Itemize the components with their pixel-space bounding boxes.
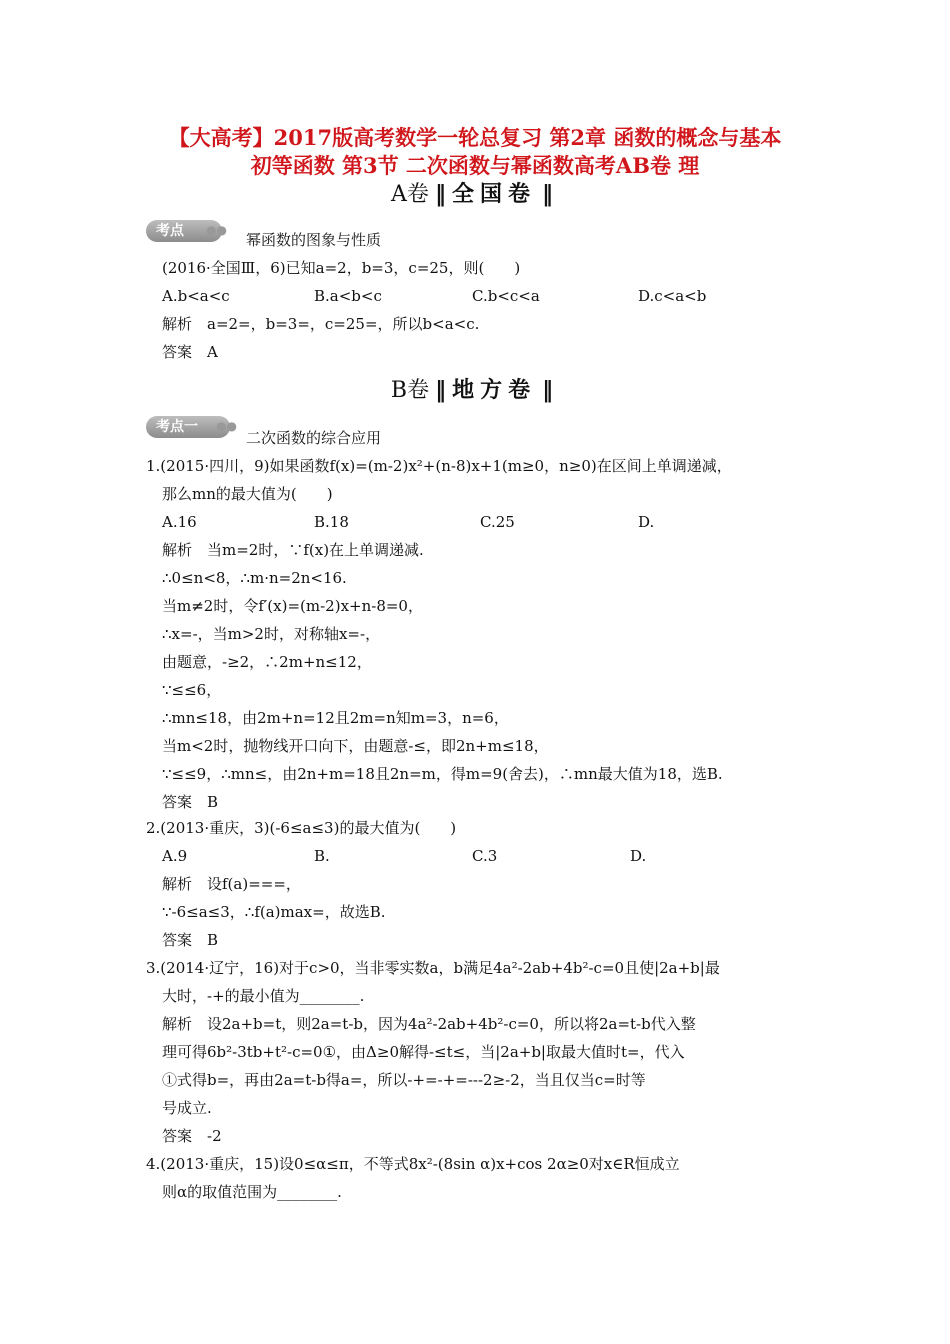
topic-b: 二次函数的综合应用 [246,429,382,447]
section-b-prefix: B卷 [390,378,430,403]
q1-line: ∴0≤n<8，∴m·n=2n<16. [162,569,347,587]
q1-option-c: C.25 [480,513,515,531]
section-a-bar1: ‖ [434,181,446,207]
q1-stem-line1: 1.(2015·四川，9)如果函数f(x)=(m-2)x²+(n-8)x+1(m≥0，n≥0)在区间上单调递减， [146,457,732,475]
q1-line: ∵≤≤6， [162,681,222,699]
q3-line: 号成立. [162,1099,212,1117]
q3-line: 解析 设2a+b=t，则2a=t-b，因为4a²-2ab+4b²-c=0，所以将2a=t-b代入整 [162,1015,696,1033]
q2-option-d: D. [630,847,647,865]
qa-option-a: A.b<a<c [162,287,230,305]
q2-answer: 答案 B [162,931,219,949]
q3-answer: 答案 -2 [162,1127,222,1145]
q2-line: 解析 设f(a)===， [162,875,301,893]
section-a-title [0,180,950,209]
q3-line: ①式得b=，再由2a=t-b得a=，所以-+=-+=---2≥-2，当且仅当c=时等 [162,1071,646,1089]
qa-option-b: B.a<b<c [314,287,382,305]
badge-a-label: 考点 [156,223,184,239]
badge-b-label: 考点一 [156,419,198,435]
section-b-name: 地方卷 [452,377,537,403]
qa-option-c: C.b<c<a [472,287,540,305]
q3-line: 大时，-+的最小值为________. [162,987,365,1005]
q4-line: 4.(2013·重庆，15)设0≤α≤π，不等式8x²-(8sin α)x+cos 2α≥0对x∈R恒成立 [146,1155,680,1173]
q1-line: ∴mn≤18，由2m+n=12且2m=n知m=3，n=6， [162,709,509,727]
badge-a-dots-icon: ●● [206,223,227,237]
q1-line: 当m≠2时，令f′(x)=(m-2)x+n-8=0， [162,597,423,615]
q1-stem-line2: 那么mn的最大值为( ) [162,485,333,503]
qa-analysis: 解析 a=2=，b=3=，c=25=，所以b<a<c. [162,315,480,333]
doc-title-line2: 初等函数 第3节 二次函数与幂函数高考AB卷 理 [250,153,700,178]
q3-line: 理可得6b²-3tb+t²-c=0①，由Δ≥0解得-≤t≤，当|2a+b|取最大值时t=，代入 [162,1043,685,1061]
section-b-bar1: ‖ [435,377,447,403]
q1-line: 解析 当m=2时，∵f(x)在上单调递减. [162,541,424,559]
q2-stem: 2.(2013·重庆，3)(-6≤a≤3)的最大值为( ) [146,819,457,837]
q1-line: ∴x=-，当m>2时，对称轴x=-， [162,625,381,643]
topic-a: 幂函数的图象与性质 [246,231,382,249]
qa-answer: 答案 A [162,343,218,361]
q1-option-d: D. [638,513,655,531]
section-b-title [0,376,950,405]
q1-line: 由题意，-≥2，∴2m+n≤12， [162,653,372,671]
section-a-bar2: ‖ [541,181,553,207]
section-b-bar2: ‖ [542,377,554,403]
q1-answer: 答案 B [162,793,219,811]
q1-line: ∵≤≤9，∴mn≤，由2n+m=18且2n=m，得m=9(舍去)，∴mn最大值为18，选B. [162,765,723,783]
q1-option-a: A.16 [162,513,197,531]
q3-line: 3.(2014·辽宁，16)对于c>0，当非零实数a，b满足4a²-2ab+4b²-c=0且使|2a+b|最 [146,959,720,977]
q1-line: 当m<2时，抛物线开口向下，由题意-≤，即2n+m≤18， [162,737,549,755]
q2-option-a: A.9 [162,847,188,865]
q1-option-b: B.18 [314,513,349,531]
qa-option-d: D.c<a<b [638,287,707,305]
q4-line: 则α的取值范围为________. [162,1183,342,1201]
qa-stem: (2016·全国Ⅲ，6)已知a=2，b=3，c=25，则( ) [162,259,521,277]
q2-option-b: B. [314,847,330,865]
q2-line: ∵-6≤a≤3，∴f(a)max=，故选B. [162,903,386,921]
section-a-name: 全国卷 [451,181,536,207]
badge-b-dots-icon: ●● [216,419,237,433]
q2-option-c: C.3 [472,847,498,865]
doc-title-line1: 【大高考】2017版高考数学一轮总复习 第2章 函数的概念与基本 [168,125,782,150]
section-a-prefix: A卷 [391,182,429,207]
